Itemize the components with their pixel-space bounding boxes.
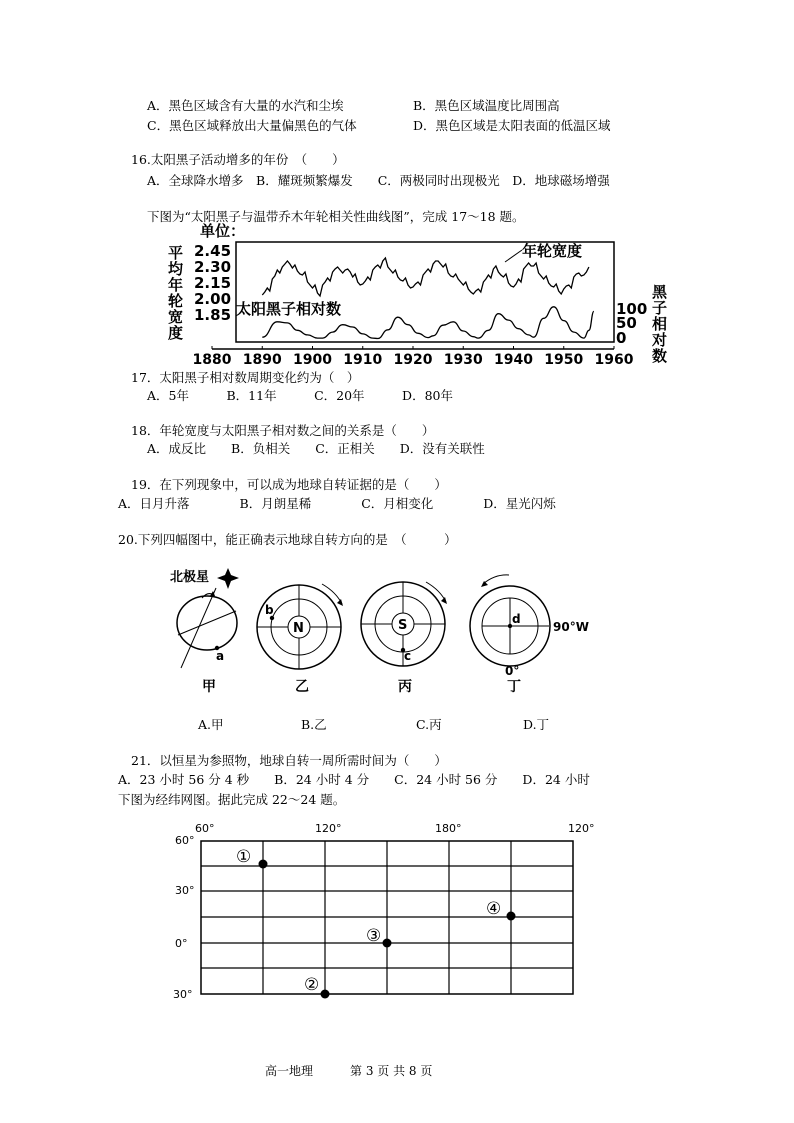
q15-option-a: A．黑色区域含有大量的水汽和尘埃 (147, 98, 344, 113)
svg-text:年: 年 (168, 276, 184, 294)
lon-label-120: 120° (315, 822, 342, 835)
q20-option-b: B.乙 (301, 717, 327, 732)
svg-text:轮: 轮 (168, 292, 184, 310)
figure-label-ding: 丁 (507, 679, 521, 695)
rotation-figures (160, 560, 620, 700)
point-3-label: ③ (366, 926, 382, 946)
q18-stem: 18．年轮宽度与太阳黑子相对数之间的关系是（ ） (131, 423, 435, 438)
q21-options: A．23 小时 56 分 4 秒 B．24 小时 4 分 C．24 小时 56 分 D．24 小时 (118, 772, 590, 787)
q16-stem: 16.太阳黑子活动增多的年份 （ ） (131, 152, 345, 167)
point-c-label: c (404, 649, 412, 663)
point-3 (383, 939, 392, 948)
x-tick-label: 1920 (393, 352, 433, 368)
polaris-label: 北极星 (170, 570, 210, 585)
left-tick-label: 2.45 (194, 242, 232, 260)
q15-option-b: B．黑色区域温度比周围高 (413, 98, 560, 113)
point-4-label: ④ (486, 899, 502, 919)
legend-ring-width-arrow (505, 250, 522, 262)
q15-option-c: C．黑色区域释放出大量偏黑色的气体 (147, 118, 357, 133)
svg-text:子: 子 (652, 299, 668, 317)
sunspot-tree-ring-chart (160, 222, 670, 368)
svg-text:宽: 宽 (168, 308, 184, 326)
x-tick-label: 1940 (494, 352, 533, 368)
lat-label-0: 0° (175, 937, 188, 950)
svg-text:均: 均 (168, 260, 184, 278)
point-1-label: ① (236, 847, 252, 867)
footer-subject: 高一地理 (265, 1064, 314, 1078)
lon-label-180: 180° (435, 822, 462, 835)
point-2-label: ② (304, 975, 320, 995)
q15-option-d: D．黑色区域是太阳表面的低温区域 (413, 118, 611, 133)
svg-text:黑: 黑 (652, 283, 668, 301)
svg-text:数: 数 (652, 347, 668, 365)
point-2 (321, 990, 330, 999)
north-pole-label: N (293, 621, 304, 636)
series-ring-width-line (262, 258, 589, 296)
figure-yi (257, 584, 343, 669)
q18-options: A．成反比 B．负相关 C．正相关 D．没有关联性 (147, 441, 485, 456)
q21-stem: 21．以恒星为参照物，地球自转一周所需时间为（ ） (131, 753, 447, 768)
longitude-90w-label: 90°W (553, 620, 589, 634)
right-tick-label: 100 (616, 300, 648, 318)
figure-label-bing: 丙 (398, 679, 412, 695)
footer-page-number: 第 3 页 共 8 页 (350, 1064, 433, 1078)
svg-text:平: 平 (168, 244, 184, 262)
figure-jia (170, 568, 239, 668)
q17-stem: 17．太阳黑子相对数周期变化约为（ ） (131, 370, 360, 385)
right-tick-label: 50 (616, 314, 637, 332)
left-axis-label (168, 244, 184, 342)
left-tick-label: 2.00 (194, 290, 232, 308)
right-axis-label (651, 283, 668, 365)
lon-label-120-west: 120° (568, 822, 595, 835)
x-tick-label: 1890 (242, 352, 282, 368)
south-pole-label: S (398, 618, 408, 633)
q17-options: A．5年 B．11年 C．20年 D．80年 (147, 388, 453, 403)
q19-stem: 19．在下列现象中，可以成为地球自转证据的是（ ） (131, 477, 447, 492)
figure-label-yi: 乙 (295, 679, 309, 695)
q19-options: A．日月升落 B．月朗星稀 C．月相变化 D．星光闪烁 (118, 496, 556, 511)
lat-label-30s: 30° (173, 988, 193, 1001)
lat-label-30n: 30° (175, 884, 195, 897)
polaris-star-icon (217, 568, 239, 589)
point-1 (259, 860, 268, 869)
x-tick-label: 1900 (293, 352, 332, 368)
figure-label-jia: 甲 (202, 679, 216, 695)
svg-text:相: 相 (652, 315, 668, 333)
point-a-label: a (216, 649, 225, 663)
point-b-label: b (265, 603, 274, 617)
q16-options: A．全球降水增多 B．耀斑频繁爆发 C．两极同时出现极光 D．地球磁场增强 (147, 173, 610, 188)
chart-unit-label: 单位： (200, 222, 246, 240)
lat-label-60n: 60° (175, 834, 195, 847)
intro-17-18: 下图为“太阳黑子与温带乔木年轮相关性曲线图”，完成 17～18 题。 (147, 209, 525, 224)
x-tick-label: 1960 (594, 352, 634, 368)
lon-label-60: 60° (195, 822, 215, 835)
legend-sunspots: 太阳黑子相对数 (236, 300, 342, 318)
legend-ring-width: 年轮宽度 (522, 242, 583, 260)
intro-22-24: 下图为经纬网图。据此完成 22～24 题。 (118, 792, 346, 807)
left-tick-label: 2.30 (194, 258, 232, 276)
left-tick-label: 2.15 (194, 274, 232, 292)
q20-option-c: C.丙 (416, 717, 442, 732)
figure-ding (470, 575, 589, 678)
x-tick-label: 1910 (343, 352, 383, 368)
x-tick-label: 1930 (443, 352, 483, 368)
point-4 (507, 912, 516, 921)
q20-option-d: D.丁 (523, 717, 550, 732)
left-tick-label: 1.85 (194, 306, 232, 324)
lat-lon-grid (165, 815, 605, 1005)
svg-text:对: 对 (652, 331, 668, 349)
figure-bing (361, 582, 447, 666)
svg-text:度: 度 (168, 324, 184, 342)
point-d-label: d (512, 612, 521, 626)
x-tick-label: 1950 (544, 352, 584, 368)
right-tick-label: 0 (616, 329, 627, 347)
longitude-0-label: 0° (505, 664, 520, 678)
q20-option-a: A.甲 (198, 717, 224, 732)
q20-stem: 20.下列四幅图中，能正确表示地球自转方向的是 （ ） (118, 532, 457, 547)
x-tick-label: 1880 (192, 352, 232, 368)
